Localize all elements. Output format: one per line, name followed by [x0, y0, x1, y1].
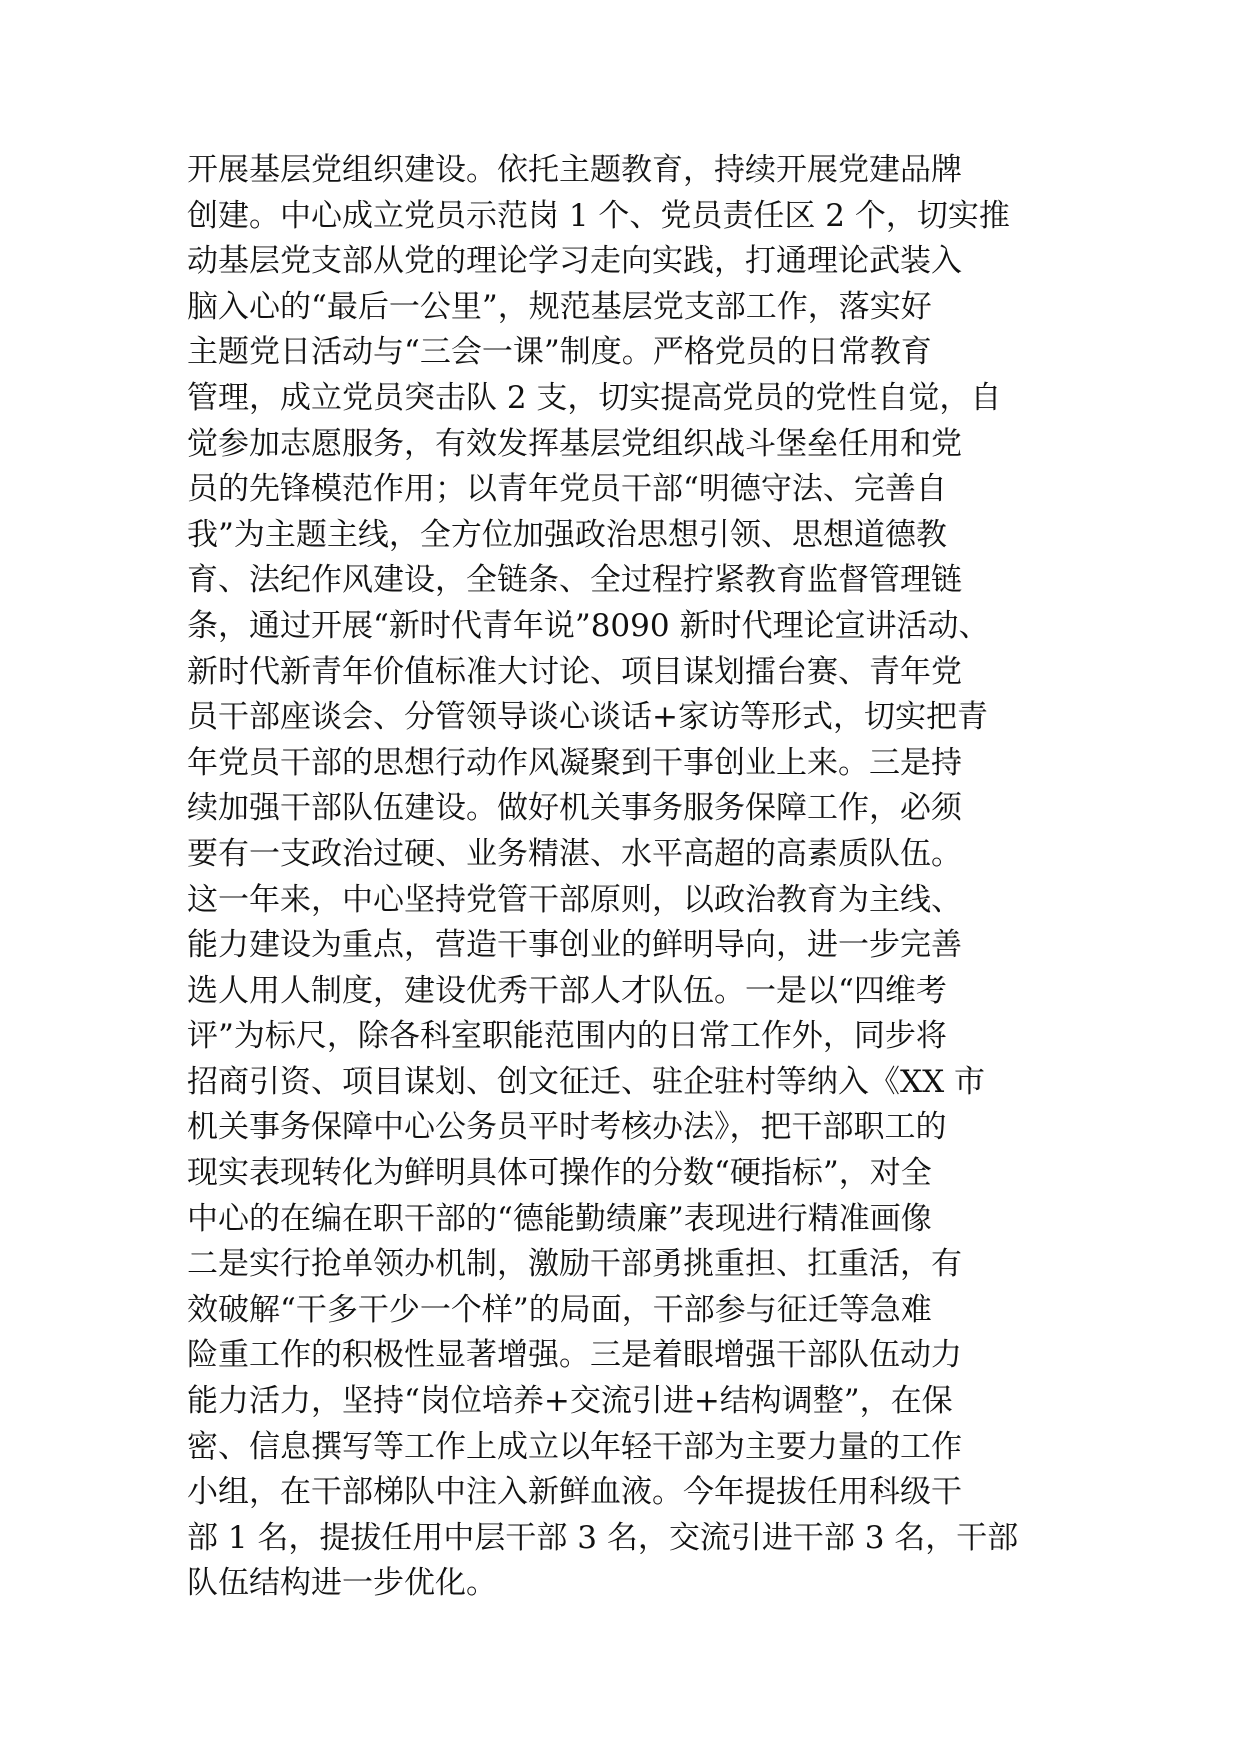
text-line: 觉参加志愿服务，有效发挥基层党组织战斗堡垒任用和党 — [187, 425, 962, 462]
text-line: 要有一支政治过硬、业务精湛、水平高超的高素质队伍。 — [187, 835, 962, 872]
text-line: 密、信息撰写等工作上成立以年轻干部为主要力量的工作 — [187, 1428, 962, 1465]
text-line: 脑入心的“最后一公里”，规范基层党支部工作，落实好 — [187, 288, 932, 325]
text-line: 小组，在干部梯队中注入新鲜血液。今年提拔任用科级干 — [187, 1474, 962, 1511]
text-line: 条，通过开展“新时代青年说”8090 新时代理论宣讲活动、 — [187, 607, 990, 644]
text-line: 我”为主题主线，全方位加强政治思想引领、思想道德教 — [187, 516, 947, 553]
text-line: 新时代新青年价值标准大讨论、项目谋划擂台赛、青年党 — [187, 653, 962, 690]
body-text — [187, 148, 1087, 1607]
text-line: 创建。中心成立党员示范岗 1 个、党员责任区 2 个，切实推 — [187, 197, 1010, 234]
text-line: 动基层党支部从党的理论学习走向实践，打通理论武装入 — [187, 243, 962, 280]
text-line: 员的先锋模范作用；以青年党员干部“明德守法、完善自 — [187, 471, 947, 508]
text-line: 中心的在编在职干部的“德能勤绩廉”表现进行精准画像 — [187, 1200, 932, 1237]
text-line: 招商引资、项目谋划、创文征迁、驻企驻村等纳入《XX 市 — [187, 1063, 985, 1100]
text-line: 险重工作的积极性显著增强。三是着眼增强干部队伍动力 — [187, 1337, 962, 1374]
text-line: 能力建设为重点，营造干事创业的鲜明导向，进一步完善 — [187, 927, 962, 964]
text-line: 选人用人制度，建设优秀干部人才队伍。一是以“四维考 — [187, 972, 947, 1009]
text-line: 开展基层党组织建设。依托主题教育，持续开展党建品牌 — [187, 152, 962, 188]
text-line: 部 1 名，提拔任用中层干部 3 名，交流引进干部 3 名，干部 — [187, 1519, 1019, 1556]
text-line: 管理，成立党员突击队 2 支，切实提高党员的党性自觉，自 — [187, 379, 1002, 416]
text-line: 评”为标尺，除各科室职能范围内的日常工作外，同步将 — [187, 1018, 947, 1055]
text-line: 队伍结构进一步优化。 — [187, 1565, 497, 1602]
text-line: 员干部座谈会、分管领导谈心谈话+家访等形式，切实把青 — [187, 699, 988, 736]
text-line: 能力活力，坚持“岗位培养+交流引进+结构调整”，在保 — [187, 1383, 953, 1420]
text-line: 续加强干部队伍建设。做好机关事务服务保障工作，必须 — [187, 790, 962, 827]
text-line: 二是实行抢单领办机制，激励干部勇挑重担、扛重活，有 — [187, 1246, 962, 1283]
text-line: 主题党日活动与“三会一课”制度。严格党员的日常教育 — [187, 334, 932, 371]
text-line: 这一年来，中心坚持党管干部原则，以政治教育为主线、 — [187, 881, 962, 918]
text-line: 育、法纪作风建设，全链条、全过程拧紧教育监督管理链 — [187, 562, 962, 599]
text-line: 年党员干部的思想行动作风凝聚到干事创业上来。三是持 — [187, 744, 962, 781]
text-line: 现实表现转化为鲜明具体可操作的分数“硬指标”，对全 — [187, 1155, 932, 1192]
text-line: 机关事务保障中心公务员平时考核办法》，把干部职工的 — [187, 1109, 947, 1146]
text-line: 效破解“干多干少一个样”的局面，干部参与征迁等急难 — [187, 1291, 932, 1328]
